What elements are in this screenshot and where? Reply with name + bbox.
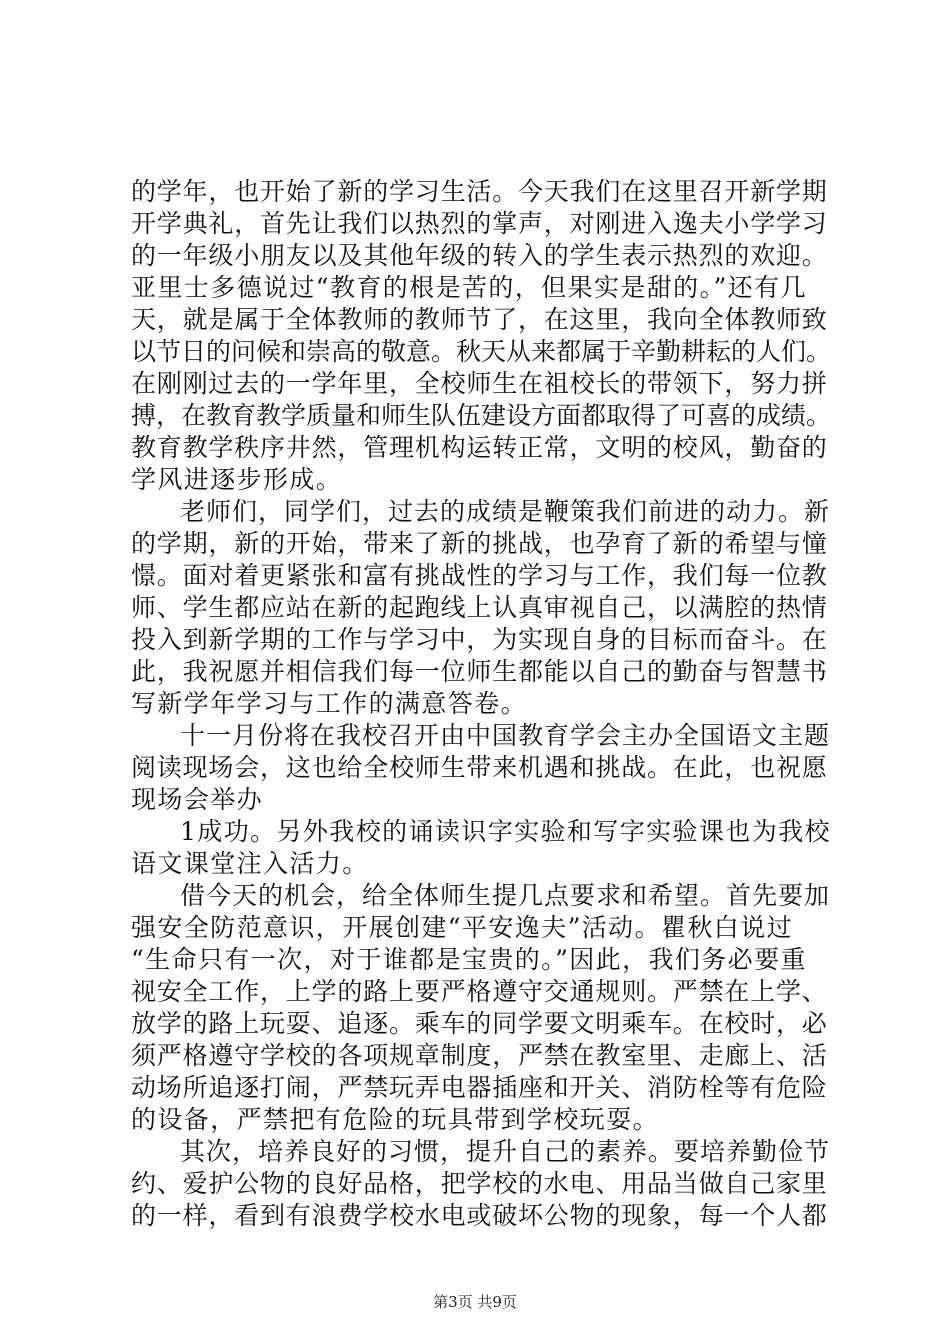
text-line: 写新学年学习与工作的满意答卷。 [131, 689, 528, 718]
text-line: 视安全工作，上学的路上要严格遵守交通规则。严禁在上学、 [131, 977, 828, 1006]
text-line: 教育教学秩序井然，管理机构运转正常，文明的校风，勤奋的 [131, 433, 828, 462]
text-line: 搏，在教育教学质量和师生队伍建设方面都取得了可喜的成绩。 [131, 401, 832, 430]
paragraph-start-line: 老师们，同学们，过去的成绩是鞭策我们前进的动力。新 [180, 497, 831, 526]
text-line: 投入到新学期的工作与学习中，为实现自身的目标而奋斗。在 [131, 625, 828, 654]
text-line: 的设备，严禁把有危险的玩具带到学校玩耍。 [131, 1105, 660, 1134]
paragraph-start-line: 借今天的机会，给全体师生提几点要求和希望。首先要加 [180, 881, 831, 910]
text-line: 须严格遵守学校的各项规章制度，严禁在教室里、走廊上、活 [131, 1041, 828, 1070]
text-line: 在刚刚过去的一学年里，全校师生在祖校长的带领下，努力拼 [131, 369, 828, 398]
text-line: 开学典礼，首先让我们以热烈的掌声，对刚进入逸夫小学学习 [131, 209, 828, 238]
paragraph-start-line: 十一月份将在我校召开由中国教育学会主办全国语文主题 [180, 721, 831, 750]
text-line: 学风进逐步形成。 [131, 465, 343, 494]
paragraph-start-line: 1成功。另外我校的诵读识字实验和写字实验课也为我校 [180, 817, 831, 846]
text-line: “生命只有一次，对于谁都是宝贵的。”因此，我们务必要重 [131, 945, 807, 974]
paragraph-start-line: 其次，培养良好的习惯，提升自己的素养。要培养勤俭节 [180, 1137, 831, 1166]
text-line: 此，我祝愿并相信我们每一位师生都能以自己的勤奋与智慧书 [131, 657, 828, 686]
text-line: 天，就是属于全体教师的教师节了，在这里，我向全体教师致 [131, 305, 828, 334]
text-line: 亚里士多德说过“教育的根是苦的，但果实是甜的。”还有几 [131, 273, 807, 302]
text-line: 阅读现场会，这也给全校师生带来机遇和挑战。在此，也祝愿 [131, 753, 828, 782]
page-number-footer: 第3页 共9页 [433, 1293, 517, 1311]
text-line: 动场所追逐打闹，严禁玩弄电器插座和开关、消防栓等有危险 [131, 1073, 828, 1102]
text-line: 语文课堂注入活力。 [131, 849, 369, 878]
text-line: 以节日的问候和崇高的敬意。秋天从来都属于辛勤耕耘的人们。 [131, 337, 832, 366]
text-line: 憬。面对着更紧张和富有挑战性的学习与工作，我们每一位教 [131, 561, 828, 590]
text-line: 的一样，看到有浪费学校水电或破坏公物的现象，每一个人都 [131, 1201, 828, 1230]
text-line: 的一年级小朋友以及其他年级的转入的学生表示热烈的欢迎。 [131, 241, 828, 270]
text-line: 的学年，也开始了新的学习生活。今天我们在这里召开新学期 [131, 177, 828, 206]
text-line: 强安全防范意识，开展创建“平安逸夫”活动。瞿秋白说过 [131, 913, 793, 942]
text-line: 的学期，新的开始，带来了新的挑战，也孕育了新的希望与憧 [131, 529, 828, 558]
text-line: 放学的路上玩耍、追逐。乘车的同学要文明乘车。在校时，必 [131, 1009, 828, 1038]
text-line: 现场会举办 [131, 785, 264, 814]
text-line: 师、学生都应站在新的起跑线上认真审视自己，以满腔的热情 [131, 593, 828, 622]
text-line: 约、爱护公物的良好品格，把学校的水电、用品当做自己家里 [131, 1169, 828, 1198]
